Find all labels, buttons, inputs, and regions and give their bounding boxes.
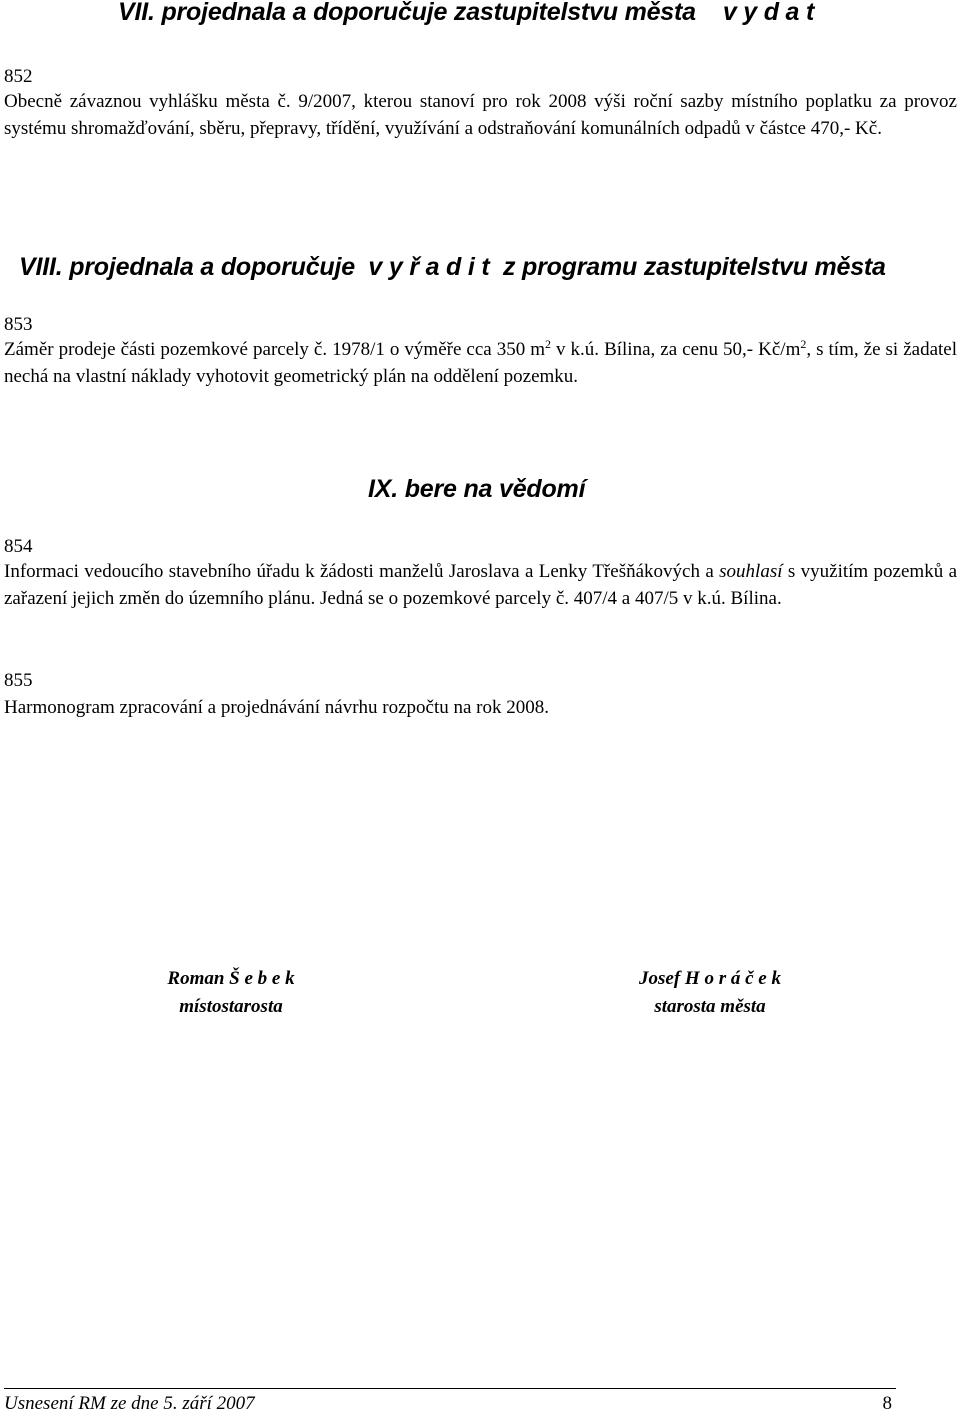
section-heading-vii: VII. projednala a doporučuje zastupitelstvu města v y d a t — [118, 0, 815, 26]
signature-left — [71, 965, 391, 1021]
signature-right — [550, 965, 870, 1021]
item-number-852: 852 — [4, 66, 33, 87]
page-number: 8 — [882, 1393, 892, 1414]
footer-rule — [4, 1388, 896, 1389]
section-heading-viii: VIII. projednala a doporučuje v y ř a d i t z programu zastupitelstvu města — [19, 253, 886, 281]
item-text-855: Harmonogram zpracování a projednávání návrhu rozpočtu na rok 2008. — [4, 697, 549, 718]
signature-left-name: Roman Š e b e k — [167, 968, 295, 989]
item-text-853: Záměr prodeje části pozemkové parcely č. 1978/1 o výměře cca 350 $m^2$ v k.ú. Bílina, za cenu 50,- $Kč/m^2$, s tím, že si žadatel nechá na vlastní náklady vyhotovit geometrický plán na oddělení pozemku. — [4, 337, 957, 387]
item-text-854: Informaci vedoucího stavebního úřadu k žádosti manželů Jaroslava a Lenky Třešňákových a souhlasí s využitím pozemků a zařazení jejich změn do územního plánu. Jedná se o pozemkové parcely č. 407/4 a 407/5 v k.ú. Bílina. — [4, 561, 958, 609]
signature-right-name: Josef H o r á č e k — [639, 968, 781, 989]
footer-text: Usnesení RM ze dne 5. září 2007 — [4, 1393, 255, 1414]
item-number-855: 855 — [4, 670, 33, 691]
item-number-854: 854 — [4, 536, 33, 557]
signature-left-title: místostarosta — [179, 996, 283, 1017]
emphasis-souhlasi: souhlasí — [719, 561, 783, 582]
item-number-853: 853 — [4, 314, 33, 335]
signature-right-title: starosta města — [654, 996, 766, 1017]
item-text-852: Obecně závaznou vyhlášku města č. 9/2007, kterou stanoví pro rok 2008 výši roční sazby místního poplatku za provoz systému shromažďování, sběru, přepravy, třídění, využívání a odstraňování komunálních odpadů v částce 470,- Kč. — [4, 91, 957, 139]
section-heading-ix: IX. bere na vědomí — [368, 475, 586, 503]
